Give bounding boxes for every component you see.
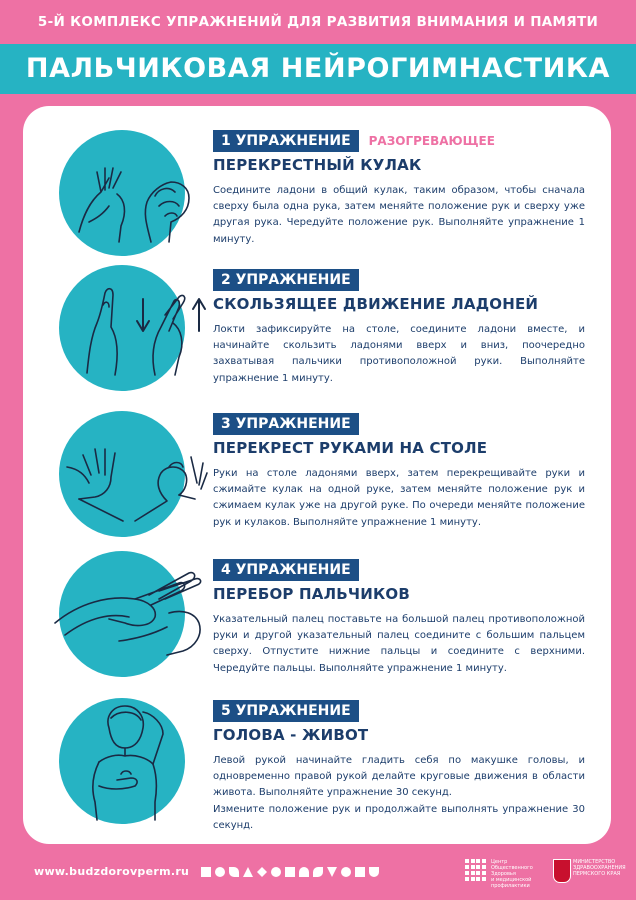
grid-logo-icon xyxy=(465,859,487,881)
shape-circle-icon xyxy=(341,867,351,877)
exercise-description: Локти зафиксируйте на столе, соедините ладони вместе, и начинайте скользить ладонями вверх и вниз, поочередно захватывая пальчики противоположной руки. Выполняйте упражнение 1 минуту. xyxy=(213,324,585,384)
exercise-title: ПЕРЕКРЕСТ РУКАМИ НА СТОЛЕ xyxy=(213,439,488,457)
content-card xyxy=(23,106,611,844)
footer xyxy=(0,859,636,889)
decorative-shapes xyxy=(201,867,379,877)
shape-half-circle-icon xyxy=(299,867,309,877)
exercise-description xyxy=(213,753,585,834)
exercise-description-part-2: Измените положение рук и продолжайте выполнять упражнение 30 секунд. xyxy=(213,803,585,831)
health-center-logo-text: Центр Общественного Здоровья и медицинской профилактики xyxy=(491,859,533,889)
shape-triangle-icon xyxy=(327,867,337,877)
exercise-badge: 1 УПРАЖНЕНИЕ xyxy=(213,130,359,152)
shape-square-icon xyxy=(285,867,295,877)
health-center-logo xyxy=(465,859,540,889)
title-banner xyxy=(0,44,636,94)
exercise-title: ПЕРЕБОР ПАЛЬЧИКОВ xyxy=(213,585,411,603)
shape-leaf-icon xyxy=(313,867,323,877)
shape-leaf-icon xyxy=(229,867,239,877)
shape-diamond-icon xyxy=(257,867,267,877)
shape-square-icon xyxy=(355,867,365,877)
hands-sliding-illustration-icon xyxy=(59,265,185,391)
header-subtitle: 5-Й КОМПЛЕКС УПРАЖНЕНИЙ ДЛЯ РАЗВИТИЯ ВНИМАНИЯ И ПАМЯТИ xyxy=(37,14,599,30)
shape-half-circle-icon xyxy=(369,867,379,877)
exercise-tag: РАЗОГРЕВАЮЩЕЕ xyxy=(368,134,495,148)
shape-triangle-icon xyxy=(243,867,253,877)
exercise-badge: 4 УПРАЖНЕНИЕ xyxy=(213,559,359,581)
page-title: ПАЛЬЧИКОВАЯ НЕЙРОГИМНАСТИКА xyxy=(25,53,611,84)
exercise-title: ГОЛОВА - ЖИВОТ xyxy=(213,726,369,744)
hands-fist-illustration-icon xyxy=(59,130,185,256)
fingers-touch-illustration-icon xyxy=(59,551,185,677)
exercise-badge: 2 УПРАЖНЕНИЕ xyxy=(213,269,359,291)
exercise-title: ПЕРЕКРЕСТНЫЙ КУЛАК xyxy=(213,156,422,174)
ministry-logo-text: МИНИСТЕРСТВО ЗДРАВООХРАНЕНИЯ ПЕРМСКОГО КРАЯ xyxy=(573,859,626,877)
exercise-description-part-1: Левой рукой начинайте гладить себя по макушке головы, и одновременно правой рукой делайте круговые движения в области живота. Выполняйте упражнение 30 секунд. xyxy=(213,755,585,799)
head-belly-illustration-icon xyxy=(59,698,185,824)
website-link[interactable]: www.budzdorovperm.ru xyxy=(34,865,190,878)
ministry-logo xyxy=(553,859,626,885)
shape-square-icon xyxy=(201,867,211,877)
exercise-badge: 3 УПРАЖНЕНИЕ xyxy=(213,413,359,435)
exercise-description: Руки на столе ладонями вверх, затем перекрещивайте руки и сжимайте кулак на одной руке, затем меняйте положение рук и сжимаем кулак уже на другой руке. По очереди меняйте положение рук и кулаков. Выполняйте упражнение 1 минуту. xyxy=(213,468,585,528)
exercise-title: СКОЛЬЗЯЩЕЕ ДВИЖЕНИЕ ЛАДОНЕЙ xyxy=(213,295,539,313)
hands-cross-illustration-icon xyxy=(59,411,185,537)
exercise-description: Соедините ладони в общий кулак, таким образом, чтобы сначала сверху была одна рука, затем меняйте положение рук и сверху уже другая рука. Чередуйте положение рук. Выполняйте упражнение 1 минуту. xyxy=(213,185,585,245)
exercise-badge: 5 УПРАЖНЕНИЕ xyxy=(213,700,359,722)
shape-circle-icon xyxy=(271,867,281,877)
shape-circle-icon xyxy=(215,867,225,877)
exercise-description: Указательный палец поставьте на большой палец противоположной руки и другой указательный палец соедините с большим пальцем сверху. Отпустите нижние пальцы и соедините с верхними. Чередуйте пальцы. Выполняйте упражнение 1 минуту. xyxy=(213,614,585,674)
crest-icon xyxy=(553,859,571,883)
